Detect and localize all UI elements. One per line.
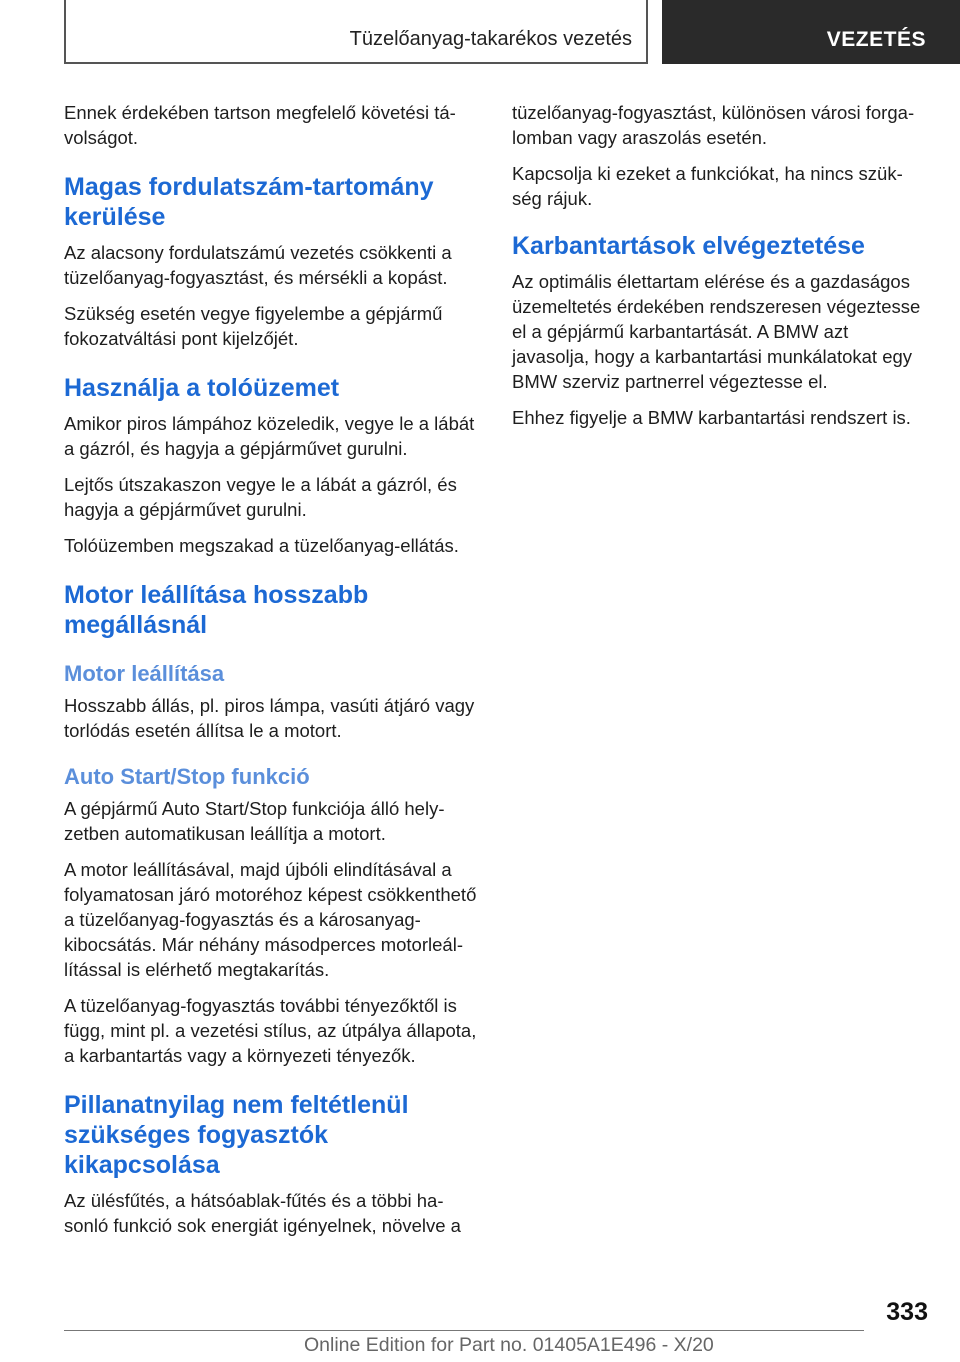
heading-coasting: Használja a tolóüzemet — [64, 374, 340, 402]
intro-paragraph: Ennek érdekében tartson megfelelő követési távolságot. — [64, 102, 456, 148]
left-column — [64, 100, 478, 1249]
paragraph: Az ülésfűtés, a hátsóablak-fűtés és a többi hasonló funkció sok energiát igényelnek, növelve a — [64, 1190, 461, 1236]
paragraph: A gépjármű Auto Start/Stop funkciója álló helyzetben automatikusan leállítja a motort. — [64, 798, 445, 844]
header-section-box — [64, 0, 648, 64]
paragraph: A motor leállításával, majd újbóli elindításával a folyamatosan járó motoréhoz képest csökkenthető a tüzelőanyag-fogyasztás és a károsanyag-kibocsátás. Már néhány másodperces motorleállítással is elérhető megtakarítás. — [64, 859, 477, 980]
paragraph: Hosszabb állás, pl. piros lámpa, vasúti átjáró vagy torlódás esetén állítsa le a motort. — [64, 695, 475, 741]
paragraph: Az optimális élettartam elérése és a gazdaságos üzemeltetés érdekében rendszeresen végeztesse el a gépjármű karbantartását. A BMW azt javasolja, hogy a karbantartási munkálatokat egy BMW szerviz partnerrel végeztesse el. — [512, 271, 921, 392]
footer-divider — [64, 1330, 864, 1331]
heading-maintenance: Karbantartások elvégeztetése — [512, 232, 865, 260]
chapter-tab — [662, 0, 960, 64]
heading-engine-off: Motor leállítása hosszabb megállásnál — [64, 581, 369, 639]
paragraph: Kapcsolja ki ezeket a funkciókat, ha nincs szükség rájuk. — [512, 163, 903, 209]
paragraph: Az alacsony fordulatszámú vezetés csökkenti a tüzelőanyag-fogyasztást, és mérsékli a kopást. — [64, 242, 452, 288]
paragraph: A tüzelőanyag-fogyasztás további tényezőktől is függ, mint pl. a vezetési stílus, az útpálya állapota, a karbantartás vagy a környezeti tényezők. — [64, 995, 477, 1066]
paragraph: tüzelőanyag-fogyasztást, különösen városi forgalomban vagy araszolás esetén. — [512, 102, 915, 148]
chapter-tab-label: VEZETÉS — [826, 28, 926, 51]
right-column — [512, 100, 926, 441]
paragraph: Lejtős útszakaszon vegye le a lábát a gázról, és hagyja a gépjárművet gurulni. — [64, 474, 457, 520]
subheading-auto-start-stop: Auto Start/Stop funkció — [64, 764, 310, 789]
paragraph: Tolóüzemben megszakad a tüzelőanyag-ellátás. — [64, 535, 459, 556]
paragraph: Amikor piros lámpához közeledik, vegye le a lábát a gázról, és hagyja a gépjárművet gurulni. — [64, 413, 475, 459]
subheading-engine-off: Motor leállítása — [64, 661, 225, 686]
paragraph: Ehhez figyelje a BMW karbantartási rendszert is. — [512, 407, 911, 428]
section-title: Tüzelőanyag-takarékos vezetés — [349, 28, 632, 50]
footer-edition-text: Online Edition for Part no. 01405A1E496 - X/20 — [304, 1334, 714, 1356]
paragraph: Szükség esetén vegye figyelembe a gépjármű fokozatváltási pont kijelzőjét. — [64, 303, 443, 349]
heading-consumers-off: Pillanatnyilag nem feltétlenül szükséges fogyasztók kikapcsolása — [64, 1091, 409, 1179]
page-number: 333 — [886, 1298, 928, 1326]
heading-high-rpm: Magas fordulatszám-tartomány kerülése — [64, 173, 434, 231]
